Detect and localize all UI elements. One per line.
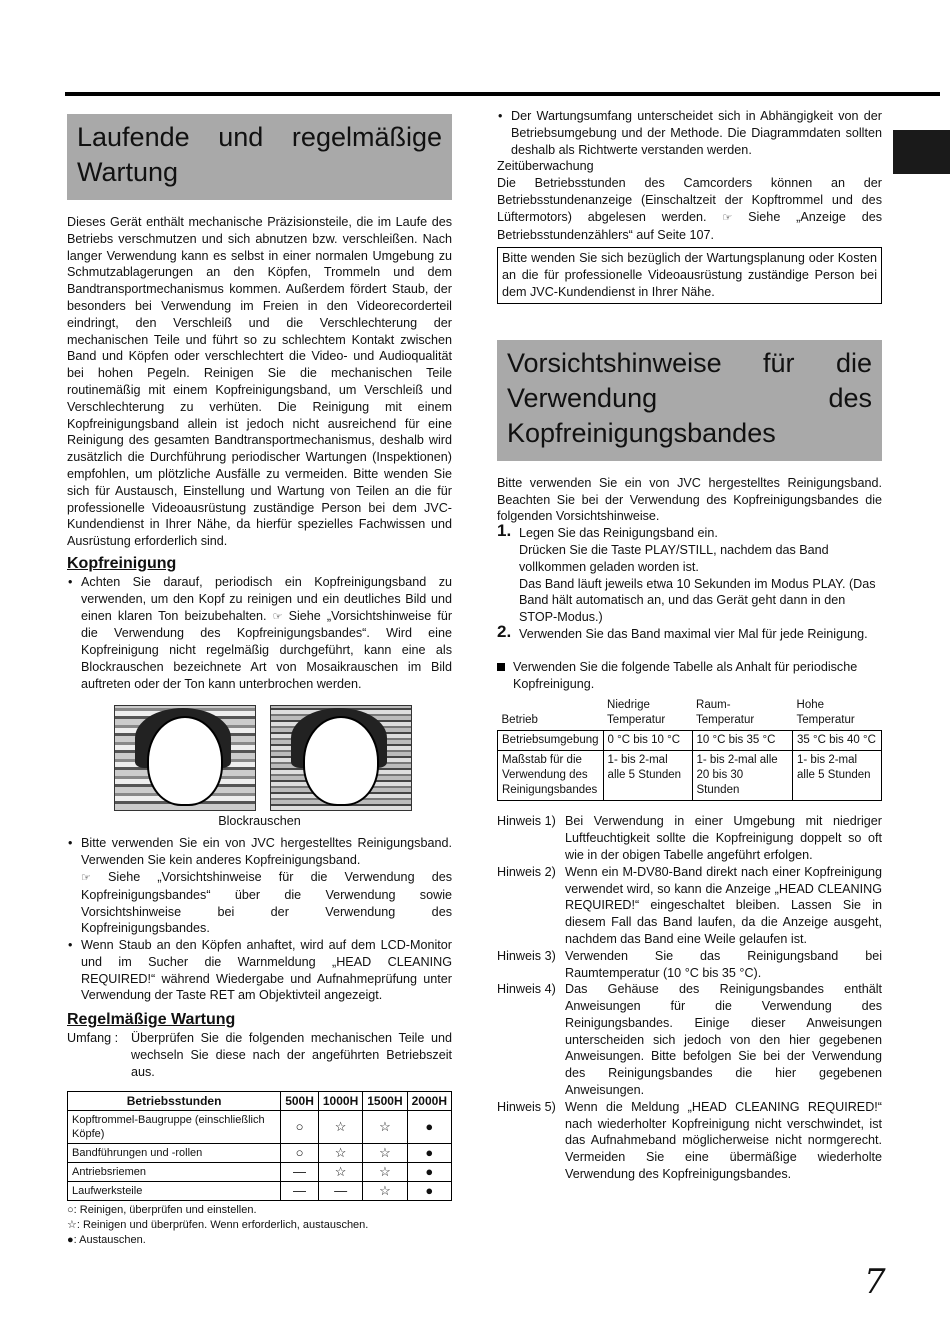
star-icon: ☆ — [67, 1218, 77, 1231]
circle-icon: ○ — [67, 1203, 74, 1216]
left-column — [67, 100, 452, 1248]
maintenance-table — [67, 1091, 452, 1201]
zeitueberwachung-text: Die Betriebsstunden des Camcorders können an der Betriebsstundenanzeige (Einschaltzeit der Kopftrommel und des Lüftermotors) abgelesen werden. ☞ Siehe „Anzeige des Betriebsstundenzählers“ auf Seite 107. — [497, 176, 883, 242]
list-item: 2. Verwenden Sie das Band maximal vier Mal für jede Reinigung. — [497, 621, 868, 641]
kopfreinigung-heading: Kopfreinigung — [67, 554, 177, 572]
section-title-wartung: Laufende und regelmäßige Wartung — [67, 114, 452, 200]
top-rule — [65, 92, 940, 96]
list-item: Hinweis 2) Wenn ein M-DV80-Band direkt nach einer Kopfreinigung verwendet wird, so kann die Anzeige „HEAD CLEANING REQUIRED!“ eingeschaltet bleiben. Lassen Sie in diesem Fall das Band laufen, da die Anzeige ausgeht, nachdem das Band eine Weile gelaufen ist. — [497, 864, 882, 946]
table-row: Betriebsumgebung 0 °C bis 10 °C 10 °C bis 35 °C 35 °C bis 40 °C — [498, 731, 882, 751]
table-intro: Verwenden Sie die folgende Tabelle als Anhalt für periodische Kopfreinigung. — [497, 659, 882, 693]
table-row: Maßstab für die Verwendung des Reinigungsbandes 1- bis 2-mal alle 5 Stunden 1- bis 2-mal alle 20 bis 30 Stunden 1- bis 2-mal alle 5 Stunden — [498, 751, 882, 801]
step-number: 1. — [497, 521, 512, 541]
list-item: Hinweis 4) Das Gehäuse des Reinigungsbandes enthält Anweisungen für die Verwendung des Reinigungsbandes. Einige dieser Anweisungen unterscheiden sich jedoch von den hier gegebenen Anweisungen. Bitte befolgen Sie bei der Verwendung des Reinigungsbandes die hier gegebenen Anweisungen. — [497, 982, 882, 1098]
cleaning-steps — [497, 521, 882, 643]
umfang-text: Überprüfen Sie die folgenden mechanischen Teile und wechseln Sie diese nach der angeführten Betriebszeit aus. — [131, 1031, 452, 1079]
zeitueberwachung-heading: Zeitüberwachung — [497, 159, 594, 174]
reference-icon: ☞ — [272, 610, 283, 623]
table-legend — [67, 1203, 452, 1248]
list-item: Hinweis 5) Wenn die Meldung „HEAD CLEANING REQUIRED!“ nach wiederholter Kopfreinigung nicht verschwindet, ist das Aufnahmeband möglicherweise nicht normgerecht. Vermeiden Sie eine übermäßige wiederholte Verwendung des Kopfreinigungsbandes. — [497, 1099, 882, 1182]
hinweise-list — [497, 813, 882, 1183]
face-shape — [303, 716, 379, 806]
block-noise-image-left — [114, 705, 256, 811]
legend-item: ☆: Reinigen und überprüfen. Wenn erforderlich, austauschen. — [67, 1218, 369, 1231]
legend-item: ●: Austauschen. — [67, 1233, 146, 1246]
block-noise-image-right — [270, 705, 412, 811]
list-item: • Der Wartungsumfang unterscheidet sich in Abhängigkeit von der Betriebsumgebung und der Methode. Die Diagrammdaten sollten deshalb als Richtwerte verstanden werden. — [497, 108, 882, 158]
table-row: Laufwerksteile — — ☆ ● — [68, 1181, 452, 1200]
list-item: • Bitte verwenden Sie ein von JVC hergestelltes Reinigungsband. Verwenden Sie kein anderes Kopfreinigungsband. ☞ Siehe „Vorsichtshinweise für die Verwendung des Kopfreinigungsbandes“ über die Verwendung sowie Vorsichtshinweise bei der Verwendung des Kopfreinigungsbandes. — [67, 835, 452, 937]
list-item: • Wenn Staub an den Köpfen anhaftet, wird auf dem LCD-Monitor und im Sucher die Warnmeldung „HEAD CLEANING REQUIRED!“ während Wiedergabe und Aufnahmeprüfung unter Verwendung der Taste RET am Objektivteil angezeigt. — [67, 937, 452, 1004]
service-note-box: Bitte wenden Sie sich bezüglich der Wartungsplanung oder Kosten an die für professionelle Videoausrüstung zuständige Person bei dem JVC-Kundendienst in Ihrer Nähe. — [497, 247, 882, 303]
wartung-note-list — [497, 108, 882, 158]
list-item: • Achten Sie darauf, periodisch ein Kopfreinigungsband zu verwenden, um den Kopf zu reinigen und ein deutliches Bild und einen klaren Ton beizubehalten. ☞ Siehe „Vorsichtshinweise für die Verwendung des Kopfreinigungsbandes“. Wird eine Kopfreinigung nicht regelmäßig durchgeführt, kann eine als Blockrauschen bezeichnete Art von Mosaikrauschen im Bild auftreten oder der Ton kann unterbrochen werden. — [67, 574, 452, 693]
block-noise-illustration — [114, 705, 452, 811]
reference-icon: ☞ — [722, 211, 733, 224]
legend-item: ○: Reinigen, überprüfen und einstellen. — [67, 1203, 257, 1216]
table-row: Kopftrommel-Baugruppe (einschließlich Köpfe) ○ ☆ ☆ ● — [68, 1110, 452, 1143]
table-header-row: Betriebsstunden 500H 1000H 1500H 2000H — [68, 1091, 452, 1110]
face-shape — [147, 716, 223, 806]
list-item: 1. Legen Sie das Reinigungsband ein. Drücken Sie die Taste PLAY/STILL, nachdem das Band vollkommen geladen worden ist. Das Band läuft jeweils etwa 10 Sekunden im Modus PLAY. (Das Band hält automatisch an, und das Gerät geht dann in den STOP-Modus.) — [497, 521, 876, 625]
intro-paragraph: Dieses Gerät enthält mechanische Präzisionsteile, die im Laufe des Betriebs verschmutzen und sich abnutzen bzw. verschleißen. Nach langer Verwendung kann es selbst in einer normalen Umgebung zu Schmutzablagerungen an den Köpfen, Trommeln und dem Bandtransportmechanismus kommen. Außerdem fördert Staub, der besonders bei Verwendung im Freien in den Videorecorderteil eindringt, den Verschleiß und die Verschlechterung der mechanischen Teile und führt so zu schlechtem Kontakt zwischen Band und Köpfen oder verschlechtert die Video- und Audioqualität bei hohen Pegeln. Reinigen Sie die mechanischen Teile routinemäßig mit einem Kopfreinigungsband, um Verschleiß und Verschlechterung zu verhüten. Die Reinigung mit einem Kopfreinigungsband allein ist jedoch nicht ausreichend für eine Reinigung des gesamten Bandtransportmechanismus, deshalb wird zusätzlich die Durchführung periodischer Wartungen (Inspektionen) empfohlen, um plötzliche Ausfälle zu vermeiden. Bitte wenden Sie sich für Austausch, Einstellung und Wartung von Teilen an die für professionelle Videoausrüstung zuständige Person bei dem JVC-Kundendienst in Ihrer Nähe, da hierfür spezielles Fachwissen und Ausrüstung erforderlich sind. — [67, 215, 452, 549]
section-tab-marker — [893, 130, 950, 174]
reference-icon: ☞ — [81, 871, 91, 884]
vorsicht-intro: Bitte verwenden Sie ein von JVC hergestelltes Reinigungsband. Beachten Sie bei der Verwendung des Kopfreinigungsbandes die folgenden Vorsichtshinweise. — [497, 475, 882, 524]
temperature-table — [497, 696, 882, 801]
image-caption: Blockrauschen — [218, 813, 301, 828]
kopfreinigung-list-2 — [67, 835, 452, 1004]
list-item: Hinweis 1) Bei Verwendung in einer Umgebung mit niedriger Luftfeuchtigkeit sollte die Kopfreinigung doppelt so oft wie in der obigen Tabelle angeführt erfolgen. — [497, 814, 882, 862]
section-title-vorsichtshinweise: Vorsichtshinweise für die Verwendung des Kopfreinigungsbandes — [497, 340, 882, 461]
table-row: Antriebsriemen — ☆ ☆ ● — [68, 1162, 452, 1181]
umfang-label: Umfang : — [67, 1031, 119, 1046]
table-header-row: Betrieb Niedrige Temperatur Raum-Temperatur Hohe Temperatur — [501, 699, 855, 727]
filled-circle-icon: ● — [67, 1233, 74, 1246]
table-row: Bandführungen und -rollen ○ ☆ ☆ ● — [68, 1143, 452, 1162]
list-item: Hinweis 3) Verwenden Sie das Reinigungsband bei Raumtemperatur (10 °C bis 35 °C). — [497, 948, 882, 980]
right-column — [497, 108, 882, 1183]
umfang-block — [67, 1030, 452, 1080]
step-number: 2. — [497, 621, 512, 641]
regelmaessige-wartung-heading: Regelmäßige Wartung — [67, 1011, 236, 1029]
kopfreinigung-list — [67, 574, 452, 693]
page-number: 7 — [864, 1262, 886, 1302]
